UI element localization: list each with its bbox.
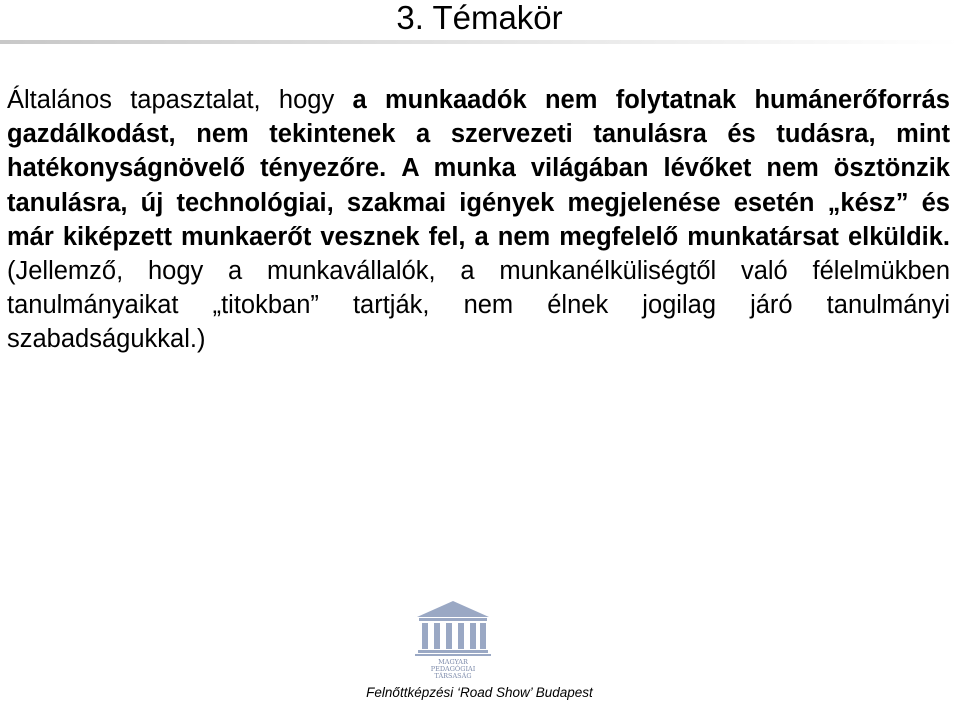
paragraph-space	[386, 154, 401, 182]
logo-text-line2: PEDAGÓGIAI	[430, 665, 476, 673]
body-paragraph	[7, 83, 950, 357]
footer-text: Felnőttképzési ‘Road Show’ Budapest	[366, 685, 593, 700]
paragraph-rest: (Jellemző, hogy a munkavállalók, a munkanélküliségtől való félelmükben tanulmányaikat „titokban” tartják, nem élnek jogilag járó tanulmányi szabadságukkal.)	[7, 257, 950, 354]
paragraph-bold-2: A munka világában lévőket nem ösztönzik tanulásra, új technológiai, szakmai igények megjelenése esetén „kész” és már kiképzett munkaerőt vesznek fel, a nem megfelelő munkatársat elküldik.	[7, 154, 950, 251]
title-divider	[0, 40, 959, 44]
paragraph-bold-1: a munkaadók nem folytatnak humánerőforrás gazdálkodást, nem tekintenek a szervezeti tanulásra és tudásra, mint hatékonyságnövelő tényezőre.	[7, 86, 950, 183]
logo-text-line3: TÁRSASÁG	[434, 672, 472, 679]
greek-temple-icon	[413, 597, 493, 679]
slide-title: 3. Témakör	[396, 0, 563, 36]
logo-text-line1: MAGYAR	[438, 658, 468, 666]
paragraph-intro: Általános tapasztalat, hogy	[7, 86, 353, 114]
